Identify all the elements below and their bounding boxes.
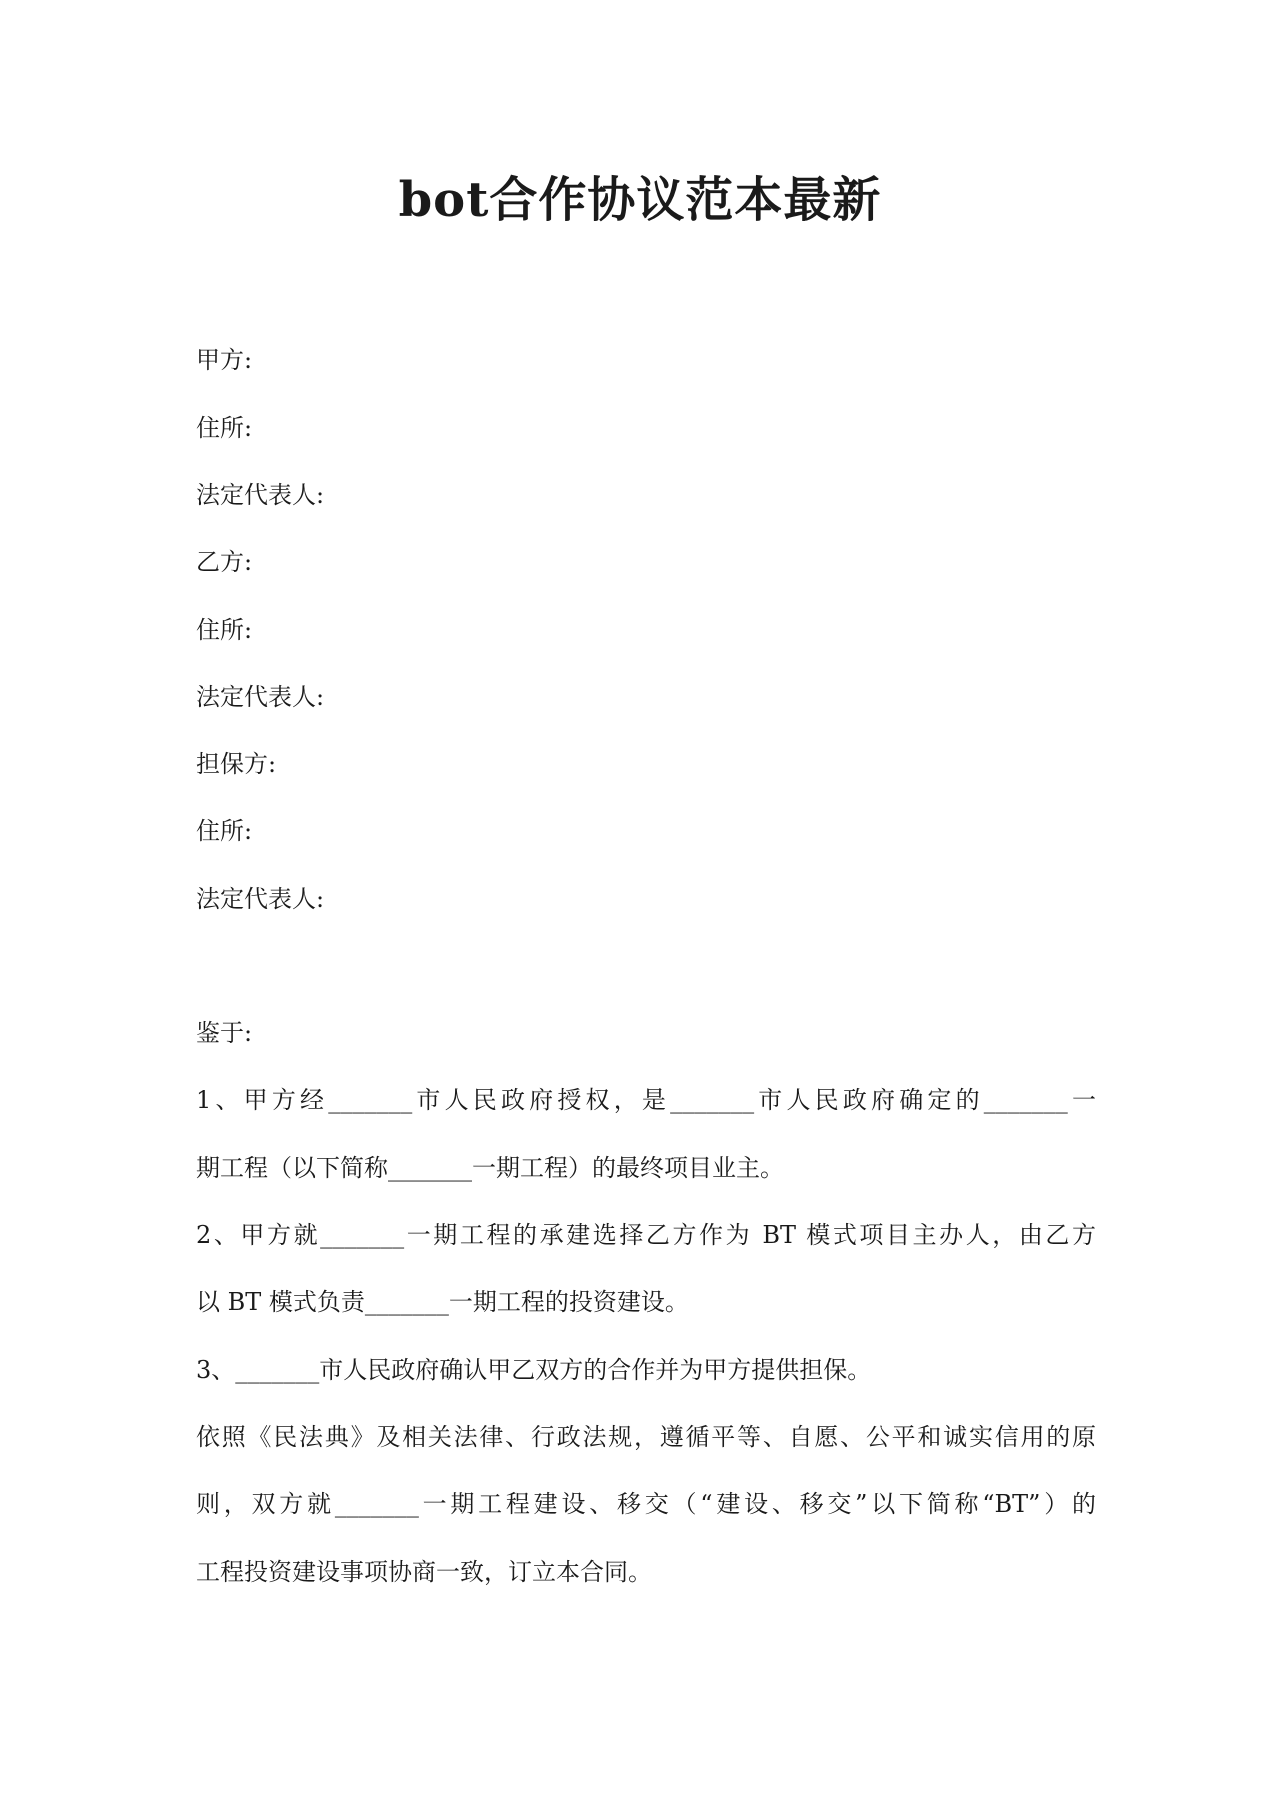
body-line: 则，双方就_______一期工程建设、移交（“建设、移交”以下简称“BT”）的 (196, 1490, 1096, 1518)
guarantor-address-label: 住所: (196, 817, 253, 845)
whereas-heading: 鉴于: (196, 1019, 253, 1047)
party-a-representative-label: 法定代表人: (196, 481, 325, 509)
party-a-label: 甲方: (196, 346, 253, 374)
body-line: 2、甲方就_______一期工程的承建选择乙方作为 BT 模式项目主办人，由乙方 (196, 1221, 1096, 1249)
guarantor-representative-label: 法定代表人: (196, 885, 325, 913)
party-b-label: 乙方: (196, 548, 253, 576)
body-line: 工程投资建设事项协商一致，订立本合同。 (196, 1558, 652, 1586)
guarantor-label: 担保方: (196, 750, 277, 778)
body-line: 依照《民法典》及相关法律、行政法规，遵循平等、自愿、公平和诚实信用的原 (196, 1423, 1096, 1451)
party-b-representative-label: 法定代表人: (196, 683, 325, 711)
document-title: bot合作协议范本最新 (398, 172, 882, 228)
body-line: 以 BT 模式负责_______一期工程的投资建设。 (196, 1288, 689, 1316)
body-line: 1、甲方经_______市人民政府授权，是_______市人民政府确定的_______一 (196, 1086, 1096, 1114)
party-b-address-label: 住所: (196, 616, 253, 644)
party-a-address-label: 住所: (196, 414, 253, 442)
body-line: 期工程（以下简称_______一期工程）的最终项目业主。 (196, 1154, 784, 1182)
body-line: 3、_______市人民政府确认甲乙双方的合作并为甲方提供担保。 (196, 1356, 872, 1384)
